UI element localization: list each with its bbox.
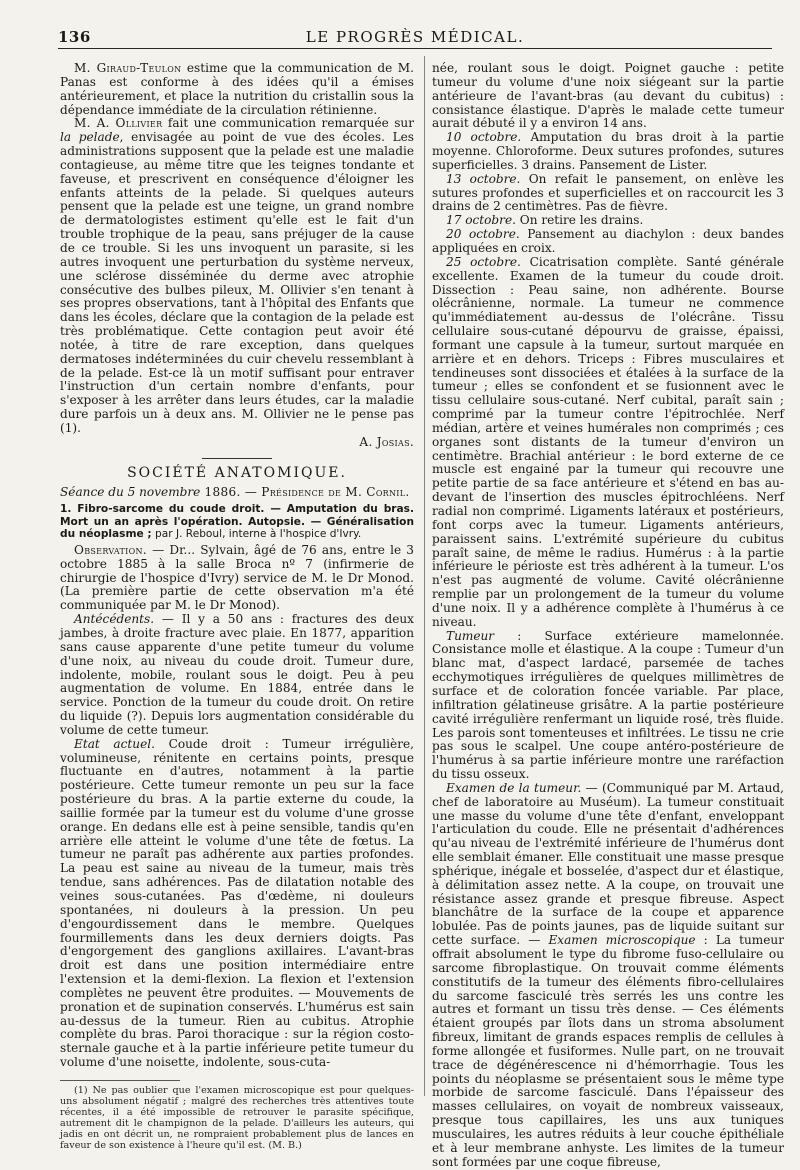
paragraph	[60, 117, 414, 435]
seance-line	[60, 486, 414, 500]
page-number: 136	[58, 28, 91, 46]
speaker-name: M. A. Ollivier	[74, 116, 163, 131]
right-column	[432, 62, 784, 1170]
paragraph-text: On retire les drains.	[515, 213, 644, 228]
date-label: 13 octobre.	[446, 171, 521, 186]
paragraph-text: — Dr... Sylvain, âgé de 76 ans, entre le 3 octobre 1885 à la salle Broca nº 7 (infirmerie de chirurgie de l'hospice d'Ivry) service de M. le Dr Monod. (La première partie de cette observation m'a été communiquée par M. le Dr Monod).	[60, 542, 414, 613]
paragraph-text: — (Communiqué par M. Artaud, chef de laboratoire au Muséum). La tumeur constituait une masse du volume d'une tête d'enfant, enveloppant l'articulation du coude. Elle ne présentait d'adhérences qu'au niveau de l'extrémité inférieure de l'humérus dont elle semblait émaner. Elle constituait une masse presque sphérique, inégale et bosselée, d'aspect dur et élastique, à délimitation assez nette. A la coupe, on trouvait une résistance assez grande et presque fibreuse. Aspect blanchâtre de la surface de la coupe et apparence lobulée. Pas de points jaunes, pas de liquide suitant sur cette surface. —	[432, 780, 784, 948]
tumeur-label: Tumeur	[446, 628, 495, 643]
seance-date: Séance du 5 novembre	[60, 485, 201, 500]
footnote: (1) Ne pas oublier que l'examen microscopique est pour quelques-uns absolument négatif ; malgré des recherches très attentives toute récentes, il a été impossible de retrouver le parasite spécifique, autrement dit le champignon de la pelade. D'ailleurs les auteurs, qui jadis en ont décrit un, ne rompraient probablement plus de lances en faveur de son existence à l'heure qu'il est. (M. B.)	[60, 1084, 414, 1151]
footnote-rule	[60, 1080, 180, 1081]
paragraph-text: Pansement au diachylon : deux bandes appliquées en croix.	[432, 227, 785, 255]
section-title: SOCIÉTÉ ANATOMIQUE.	[127, 464, 347, 481]
date-label: 10 octobre.	[446, 130, 522, 145]
paragraph-text: Amputation du bras droit à la partie moyenne. Chloroforme. Deux sutures profondes, sutures superficielles. 3 drains. Pansement de Lister.	[432, 130, 784, 172]
paragraph-text: — Il y a 50 ans : fractures des deux jambes, à droite fracture avec plaie. En 1877, apparition sans cause apparente d'une petite tumeur du volume d'une noix, au niveau du coude droit. Tumeur dure, indolente, mobile, roulant sous le doigt. Peu à peu augmentation de volume. En 1884, entrée dans le service. Ponction de la tumeur du coude droit. On retire du liquide (?). Depuis lors augmentation considérable du volume de cette tumeur.	[60, 612, 414, 737]
paragraph	[432, 173, 784, 215]
observation-label: Observation.	[74, 542, 147, 557]
paragraph-text: On refait le pansement, on enlève les sutures profondes et superficielles et on raccourcit les 3 drains de 2 centimètres. Pas de fièvre.	[432, 171, 784, 214]
paragraph	[432, 782, 784, 1170]
date-label: 25 octobre.	[446, 254, 521, 269]
paragraph	[432, 131, 784, 173]
case-author: par J. Reboul, interne à l'hospice d'Ivry.	[151, 527, 362, 540]
paragraph	[60, 544, 414, 613]
left-column	[60, 62, 414, 1151]
paragraph	[432, 256, 784, 630]
running-title: LE PROGRÈS MÉDICAL.	[305, 28, 525, 46]
date-label: 17 octobre.	[446, 213, 516, 228]
paragraph	[60, 738, 414, 1070]
paragraph	[60, 613, 414, 738]
date-label: 20 octobre.	[446, 227, 520, 242]
paragraph-text: , envisagée au point de vue des écoles. Les administrations supposent que la pelade est une maladie contagieuse, au même titre que les teignes tondante et faveuse, et prescrivent en conséquence d'éloigner les enfants atteints de la pelade. Si quelques auteurs pensent que la pelade est une teigne, un grand nombre de dermatologistes estiment qu'elle est le fait d'un trouble trophique de la peau, sans préjuger de la cause de ce trouble. Si les uns invoquent un parasite, si les autres invoquent une perturbation du système nerveux, une sclérose disséminée du derme avec atrophie consécutive des bulbes pileux, M. Ollivier s'en tenant à ses propres observations, tant à l'hôpital des Enfants que dans les écoles, déclare que la contagion de la pelade est très problématique. Cette contagion peut avoir été notée, à titre de rare exception, dans quelques dermatoses indéterminées du cuir chevelu ressemblant à de la pelade. Est-ce là un motif suffisant pour entraver l'instruction d'un certain nombre d'enfants, pour s'exposer à les arrêter dans leurs études, car la maladie dure parfois un à deux ans. M. Ollivier ne le pense pas (1).	[60, 130, 414, 435]
paragraph-text: Cicatrisation complète. Santé générale excellente. Examen de la tumeur du coude droit. Dissection : Peau saine, non adhérente. Bourse olécrânienne, normale. La tumeur ne commence qu'immédiatement au-dessus de l'olécrâne. Tissu cellulaire sous-cutané dépourvu de graisse, épaissi, formant une capsule à la tumeur, surtout marquée en arrière et en dehors. Triceps : Fibres musculaires et tendineuses sont dissociées et étalées à la surface de la tumeur ; elles se confondent et se fusionnent avec le tissu cellulaire sous-cutané. Nerf cubital, paraît sain ; comprimé par la tumeur contre l'épitrochlée. Nerf médian, artère et veines humérales non comprimés ; ces organes sont distants de la tumeur d'environ un centimètre. Brachial antérieur : le bord externe de ce muscle est engainé par la tumeur qui recouvre une petite partie de sa face antérieure et s'étend en bas au-devant de l'insertion des muscles épitrochléens. Nerf radial non comprimé. Ligaments latéraux et postérieurs, font corps avec la tumeur. Ligaments antérieurs, paraissent sains. L'extrémité supérieure du cubitus paraît saine, de même le radius. Humérus : à la partie inférieure le périoste est très adhérent à la tumeur. L'os n'est pas augmenté de volume. Cavité olécrânienne remplie par un prolongement de la tumeur du volume d'une noix. Il y a adhérence complète à l'humérus à ce niveau.	[432, 254, 784, 629]
italic-term: la pelade	[60, 130, 120, 145]
column-divider	[424, 56, 425, 1096]
examen-label: Examen de la tumeur.	[446, 780, 582, 795]
case-title-text: 1. Fibro-sarcome du coude droit. — Amputation du bras. Mort un an après l'opération. Autopsie. — Généralisation du néoplasme ;	[60, 503, 414, 540]
case-title	[60, 503, 414, 540]
examen-microscopique-label: Examen microscopique	[548, 933, 696, 948]
paragraph-text: estime que la communication de M. Panas est conforme à des idées qu'il a émises antérieurement, et place la nutrition du cristallin sous la dépendance immédiate de la circulation rétinienne.	[60, 61, 414, 117]
paragraph-text: Coude droit : Tumeur irrégulière, volumineuse, rénitente en certains points, presque fluctuante en d'autres, notamment à la partie postérieure. Cette tumeur remonte un peu sur la face postérieure du bras. A la partie externe du coude, la saillie formée par la tumeur est du volume d'une grosse orange. En dedans elle est à peine sensible, tandis qu'en arrière elle atteint le volume d'une tête de fœtus. La tumeur ne paraît pas adhérente aux parties profondes. La peau est saine au niveau de la tumeur, mais très tendue, sans adhérences. Pas de dilatation notable des veines sous-cutanées. Pas d'œdème, ni douleurs spontanées, ni douleurs à la pression. Un peu d'engourdissement dans le membre. Quelques fourmillements dans les deux derniers doigts. Pas d'engorgement des ganglions axillaires. L'avant-bras droit est dans une position intermédiaire entre l'extension et la demi-flexion. La flexion et l'extension complètes ne peuvent être produites. — Mouvements de pronation et de supination conservés. L'humérus est sain au-dessus de la tumeur. Rien au cubitus. Atrophie complète du bras. Paroi thoracique : sur la région costo-sternale gauche et à la partie inférieure petite tumeur du volume d'une noisette, indolente, sous-cuta-	[60, 736, 414, 1070]
page-header	[58, 26, 772, 49]
paragraph-text: fait une communication remarquée sur	[162, 116, 415, 131]
paragraph	[60, 62, 414, 117]
paragraph: née, roulant sous le doigt. Poignet gauche : petite tumeur du volume d'une noix siégeant sur la partie antérieure de l'avant-bras (au devant du cubitus) : consistance élastique. D'après le malade cette tumeur aurait débuté il y a environ 14 ans.	[432, 61, 784, 131]
antecedents-label: Antécédents.	[74, 612, 155, 627]
etat-actuel-label: Etat actuel.	[74, 736, 155, 751]
speaker-name: M. Giraud-Teulon	[74, 61, 182, 75]
section-rule	[202, 458, 272, 459]
signature: A. Josias.	[359, 434, 414, 449]
paragraph	[432, 630, 784, 782]
paragraph-text: : La tumeur offrait absolument le type du fibrome fuso-cellulaire ou sarcome fibroplastique. On trouvait comme éléments constitutifs de la tumeur des éléments fibro-cellulaires du sarcome fasciculé très serrés les uns contre les autres et formant un tissu très dense. — Ces éléments étaient groupés par îlots dans un stroma absolument fibreux, limitant de grands espaces remplis de cellules à forme allongée et fusiformes. Nulle part, on ne trouvait trace de dégénérescence ni d'hémorrhagie. Tous les points du néoplasme se présentaient sous le même type morbide de sarcome fasciculé. Dans l'épaisseur des masses cellulaires, on voyait de nombreux vaisseaux, presque tous capillaires, les uns aux tuniques musculaires, les autres réduits à leur couche épithéliale et à leur membrane anhyste. Les limites de la tumeur sont formées par une coque fibreuse,	[432, 933, 784, 1169]
paragraph	[432, 214, 784, 228]
paragraph	[432, 228, 784, 256]
paragraph-text: : Surface extérieure mamelonnée. Consistance molle et élastique. A la coupe : Tumeur d'un blanc mat, d'aspect lardacé, parsemée de taches ecchymotiques irrégulières de quelques millimètres de surface et de coloration foncée variable. Par place, infiltration gélatineuse grisâtre. A la partie postérieure cavité irrégulière renfermant un liquide rosé, très fluide. Les parois sont tomenteuses et infiltrées. Le tissu ne crie pas sous le scalpel. Une coupe antéro-postérieure de l'humérus à sa partie inférieure montre une raréfaction du tissu osseux.	[432, 628, 784, 782]
seance-presidence: 1886. — Présidence de M. Cornil.	[200, 485, 410, 500]
